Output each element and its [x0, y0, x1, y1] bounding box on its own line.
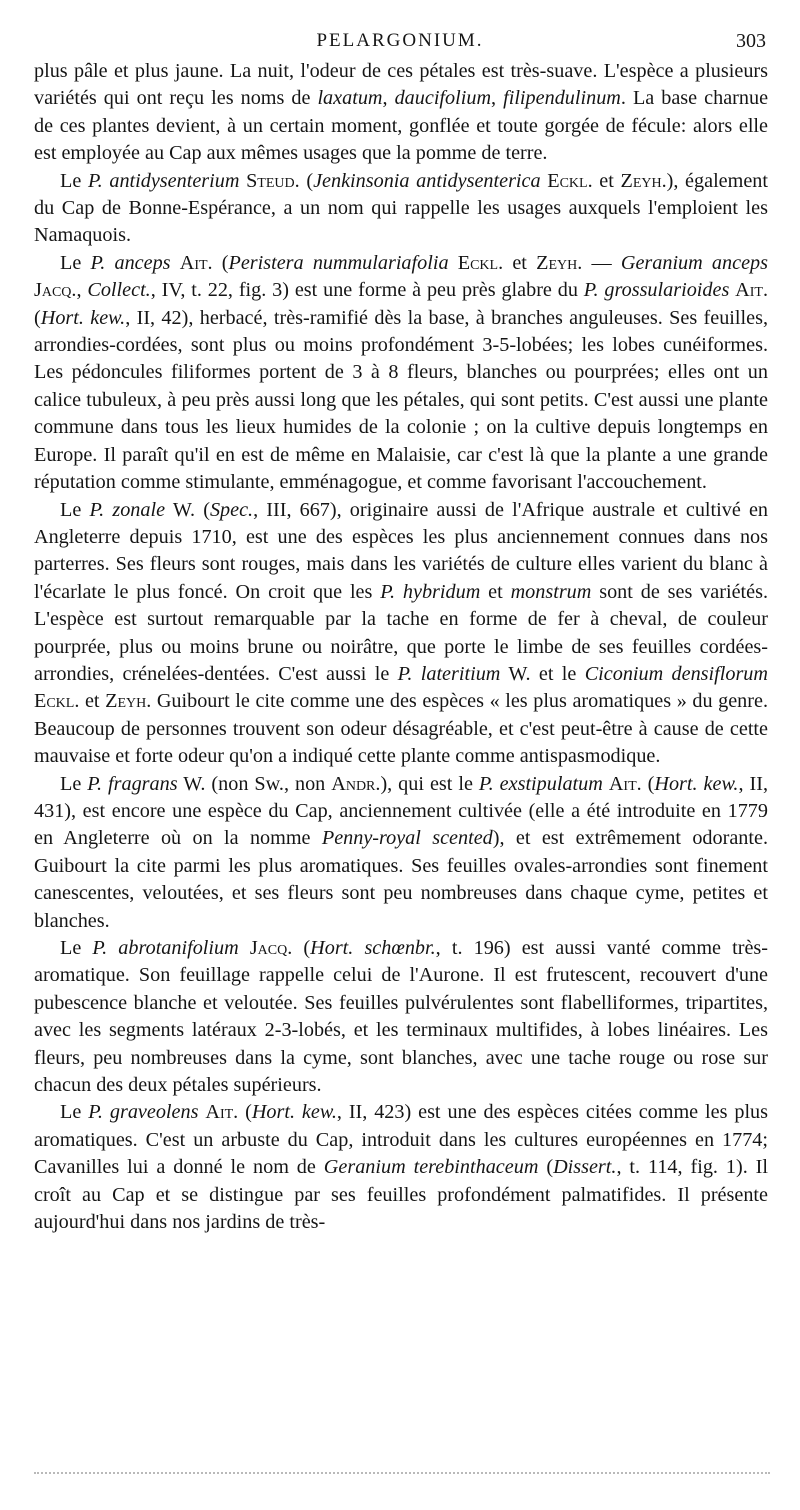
author-abbrev: Eckl [34, 690, 75, 713]
author-abbrev: Andr [331, 772, 376, 795]
text-run: . ( [287, 937, 311, 959]
italic-text: Hort. kew. [40, 306, 126, 329]
body-text [34, 58, 768, 1236]
author-abbrev: Eckl [457, 251, 499, 274]
text-run: Le [60, 498, 90, 521]
text-run: . La base charnue de ces plantes devient, à un certain moment, gonflée et toute gorgée de fécule: alors elle est employée au Cap aux mêmes usages que la pomme de terre. [34, 87, 769, 165]
author-abbrev: Zeyh [105, 690, 147, 713]
italic-text: P. abrotanifolium [92, 937, 239, 959]
text-run: Le [60, 251, 91, 274]
italic-text: Collect. [87, 279, 151, 302]
italic-text: P. hybridum [380, 580, 481, 603]
italic-text: P. graveolens [88, 1101, 199, 1124]
page-number: 303 [736, 30, 766, 52]
text-run: . Guibourt le cite comme une des espèces « les plus aromatiques » du genre. Beaucoup de personnes trouvent son odeur désagréable, et c'est peut-être à cause de cette mauvaise et forte odeur qu'on a indiqué cette plante comme antispasmodique. [34, 690, 768, 768]
italic-text: P. zonale [89, 498, 166, 521]
italic-text: P. antidysenterium [87, 169, 240, 192]
text-run: . ( [294, 169, 314, 192]
paragraph-antidysenterium [34, 168, 768, 250]
text-run: Le [60, 937, 93, 959]
text-run: W. et le [500, 662, 585, 685]
running-title: PELARGONIUM. [316, 30, 484, 51]
paragraph-zonale [34, 497, 768, 771]
italic-text: Hort. kew. [654, 772, 739, 795]
text-run: W. ( [165, 498, 210, 521]
paragraph-anceps [34, 250, 768, 497]
italic-text: Geranium terebinthaceum [323, 1156, 539, 1179]
text-run: , II, 42), herbacé, très-ramifié dès la base, à branches anguleuses. Ses feuilles, arrondies-cordées, sont plus ou moins profondément 3-5-lobées; les lobes cunéiformes. Les pédoncules filiformes portent de 3 à 8 fleurs, blanches ou pourprées; elles ont un calice tubuleux, à peu près aussi long que les pétales, qui sont petits. C'est aussi une plante commune dans tous les lieux humides de la colonie ; on la cultive depuis longtemps en Europe. Il paraît qu'il en est de même en Malaisie, car c'est là que la plante a une grande réputation comme stimulante, emménagogue, et comme favorisant l'accouchement. [34, 306, 768, 494]
italic-text: P. exstipulatum [478, 772, 603, 795]
text-run [239, 937, 250, 959]
author-abbrev: Eckl [547, 169, 588, 192]
paragraph-fragrans [34, 771, 768, 935]
text-run: sont de ses variétés. L'espèce est surtout remarquable par la tache en forme de fer à cheval, de couleur pourprée, plus ou moins brune ou noirâtre, que porte le limbe de ses feuilles cordées-arrondies, crénelées-dentées. C'est aussi le [34, 580, 769, 685]
text-run [171, 252, 180, 274]
text-run: , t. 196) est aussi vanté comme très-aromatique. Son feuillage rappelle celui de l'Aurone. Il est frutescent, recouvert d'une pubescence blanche et veloutée. Ses feuilles pulvérulentes sont flabelliformes, tripartites, avec les segments latéraux 2-3-lobés, et les terminaux multifides, à lobes linéaires. Les fleurs, peu nombreuses dans la cyme, sont blanches, avec une tache rouge ou rose sur chacun des deux pétales supérieurs. [34, 937, 768, 1097]
author-abbrev: Ait [179, 251, 208, 274]
text-run: .), également du Cap de Bonne-Espérance, a un nom qui rappelle les usages auxquels l'emploient les Namaquois. [34, 169, 768, 247]
text-run: W. (non Sw., non [177, 772, 332, 795]
text-run: , II, 423) est une des espèces citées comme les plus aromatiques. C'est un arbuste du Cap, introduit dans les cultures européennes en 1774; Cavanilles lui a donné le nom de [34, 1101, 769, 1179]
author-abbrev: Ait [205, 1101, 234, 1124]
author-abbrev: Steud [246, 169, 295, 192]
italic-text: Jenkinsonia antidysenterica [313, 169, 541, 192]
text-run: . — [577, 251, 621, 274]
italic-text: daucifolium [394, 87, 492, 110]
author-abbrev: Zeyh [536, 251, 578, 274]
paragraph-cont [34, 58, 768, 168]
text-run: ., [71, 279, 88, 302]
author-abbrev: Jacq [249, 937, 288, 959]
italic-text: filipendulinum [503, 87, 621, 110]
author-abbrev: Zeyh [620, 169, 662, 192]
text-run: , [382, 87, 395, 110]
text-run: . et [498, 251, 537, 274]
paragraph-abrotanifolium [34, 935, 768, 1099]
italic-text: laxatum [317, 87, 383, 110]
italic-text: P. fragrans [87, 772, 178, 795]
italic-text: Ciconium densiflorum [584, 662, 768, 685]
text-run: et [480, 580, 511, 603]
italic-text: Peristera nummulariafolia [228, 251, 449, 274]
italic-text: P. anceps [90, 251, 171, 274]
text-run: Le [60, 169, 88, 192]
text-run: ), et est extrêmement odorante. Guibourt la cite parmi les plus aromatiques. Ses feuilles ovales-arrondies sont finement canescentes, veloutées, et ses fleurs sont peu nombreuses dans chaque cyme, petites et blanches. [34, 827, 769, 932]
italic-text: Hort. kew. [251, 1101, 337, 1124]
text-run: plus pâle et plus jaune. La nuit, l'odeur de ces pétales est très-suave. L'espèce a plusieurs variétés qui ont reçu les noms de [34, 60, 768, 110]
text-run [449, 252, 458, 274]
text-run: , t. 114, fig. 1). Il croît au Cap et se distingue par ses feuilles profondément palmatifides. Il présente aujourd'hui dans nos jardins de très- [34, 1156, 768, 1234]
footer-rule [34, 1472, 770, 1474]
text-run: Le [60, 1101, 89, 1124]
text-run: . et [587, 169, 621, 192]
author-abbrev: Jacq [34, 279, 72, 302]
text-run: . et [74, 690, 106, 713]
text-run: ( [538, 1156, 554, 1179]
text-run: , [491, 87, 504, 110]
text-run: , III, 667), originaire aussi de l'Afrique australe et cultivé en Angleterre depuis 1710, est une des espèces les plus anciennement connues dans nos parterres. Ses fleurs sont rouges, mais dans les variétés de culture elles varient du blanc à l'écarlate le plus foncé. On croit que les [34, 498, 769, 603]
author-abbrev: Ait [608, 772, 637, 795]
italic-text: Geranium anceps [620, 251, 768, 274]
italic-text: Penny-royal scented [321, 827, 493, 850]
text-run: Le [60, 772, 88, 795]
italic-text: Hort. schœnbr. [310, 937, 436, 959]
text-run: , II, 431), est encore une espèce du Cap, anciennement cultivée (elle a été introduite en 1779 en Angleterre où on la nomme [34, 772, 769, 850]
italic-text: P. lateritium [397, 662, 501, 685]
paragraph-graveolens [34, 1099, 768, 1236]
text-run: . ( [207, 251, 229, 274]
running-head [34, 30, 766, 56]
italic-text: Spec. [209, 498, 254, 521]
text-run: .), qui est le [375, 772, 479, 795]
text-run: . ( [233, 1101, 252, 1124]
text-run: . ( [636, 772, 655, 795]
text-run: . ( [34, 279, 769, 329]
italic-text: P. grossularioides [583, 279, 730, 302]
italic-text: Dissert. [553, 1156, 617, 1179]
italic-text: monstrum [510, 580, 592, 603]
text-run: , IV, t. 22, fig. 3) est une forme à peu près glabre du [150, 279, 584, 302]
author-abbrev: Ait [735, 279, 763, 302]
